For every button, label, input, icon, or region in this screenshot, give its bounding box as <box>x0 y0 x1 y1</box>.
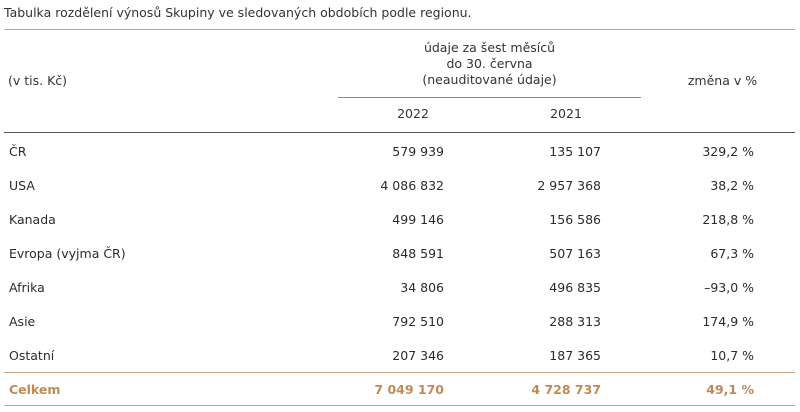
table-row <box>0 212 800 232</box>
value-2021-cell: 2 957 368 <box>537 178 601 193</box>
value-2022-cell: 34 806 <box>400 280 444 295</box>
total-change: 49,1 % <box>706 382 754 397</box>
top-rule <box>4 29 795 30</box>
region-cell: Asie <box>9 314 36 329</box>
table-row <box>0 144 800 164</box>
value-2021-cell: 187 365 <box>549 348 601 363</box>
period-line-2: do 30. června <box>446 56 533 71</box>
table-caption: Tabulka rozdělení výnosů Skupiny ve sledovaných obdobích podle regionu. <box>4 5 472 20</box>
period-line-1: údaje za šest měsíců <box>423 40 556 55</box>
total-label: Celkem <box>9 382 61 397</box>
region-cell: Ostatní <box>9 348 55 363</box>
change-cell: 174,9 % <box>702 314 754 329</box>
change-header: změna v % <box>687 73 758 88</box>
table-row <box>0 178 800 198</box>
bottom-rule <box>4 405 795 406</box>
table-row <box>0 314 800 334</box>
total-top-rule <box>4 372 795 373</box>
region-cell: Afrika <box>9 280 45 295</box>
value-2022-cell: 579 939 <box>392 144 444 159</box>
value-2022-cell: 4 086 832 <box>380 178 444 193</box>
value-2021-cell: 496 835 <box>549 280 601 295</box>
change-cell: –93,0 % <box>704 280 754 295</box>
value-2022-cell: 848 591 <box>392 246 444 261</box>
change-cell: 329,2 % <box>702 144 754 159</box>
table-row <box>0 348 800 368</box>
total-2022: 7 049 170 <box>374 382 444 397</box>
value-2021-cell: 288 313 <box>549 314 601 329</box>
change-cell: 38,2 % <box>710 178 754 193</box>
value-2021-cell: 135 107 <box>549 144 601 159</box>
unit-label: (v tis. Kč) <box>8 73 68 88</box>
change-cell: 10,7 % <box>710 348 754 363</box>
period-underline <box>338 97 641 98</box>
header-bottom-rule <box>4 132 795 133</box>
value-2022-cell: 792 510 <box>392 314 444 329</box>
region-cell: ČR <box>9 144 27 159</box>
region-cell: USA <box>9 178 35 193</box>
region-cell: Evropa (vyjma ČR) <box>9 246 126 261</box>
table-row <box>0 280 800 300</box>
total-row <box>0 382 800 402</box>
table-row <box>0 246 800 266</box>
region-cell: Kanada <box>9 212 56 227</box>
change-cell: 218,8 % <box>702 212 754 227</box>
value-2022-cell: 499 146 <box>392 212 444 227</box>
value-2021-cell: 507 163 <box>549 246 601 261</box>
period-line-3: (neauditované údaje) <box>422 72 557 87</box>
change-cell: 67,3 % <box>710 246 754 261</box>
value-2022-cell: 207 346 <box>392 348 444 363</box>
year-2021-header: 2021 <box>550 106 582 121</box>
total-2021: 4 728 737 <box>531 382 601 397</box>
year-2022-header: 2022 <box>397 106 429 121</box>
value-2021-cell: 156 586 <box>549 212 601 227</box>
